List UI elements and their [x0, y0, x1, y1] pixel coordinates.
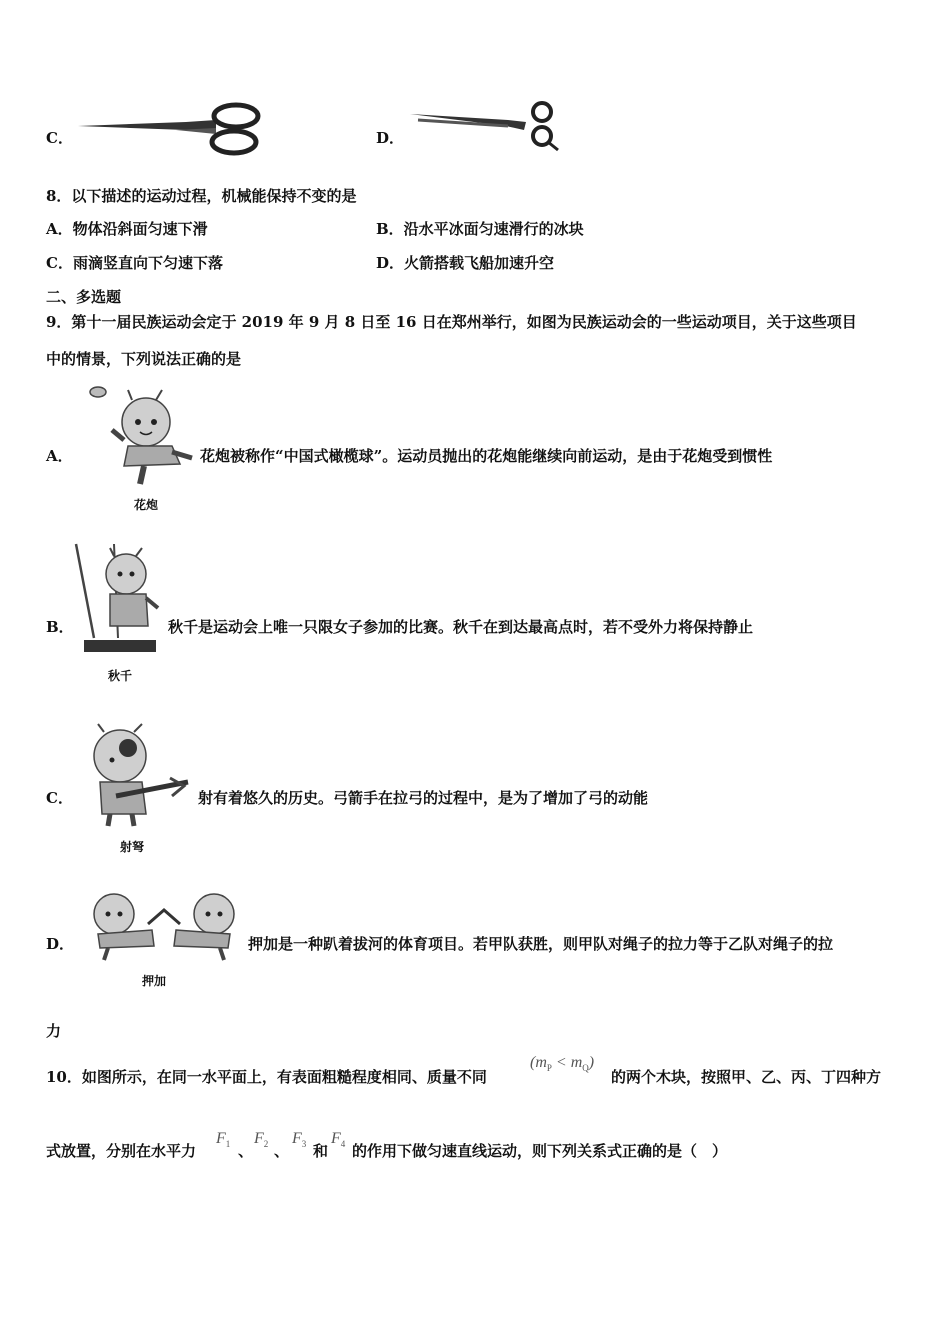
option-d-label: D．	[376, 129, 405, 147]
force-f3-sub: 3	[301, 1139, 307, 1150]
force-f4-sub: 4	[340, 1139, 346, 1150]
sep-1: 、	[238, 1142, 254, 1160]
q8-option-a: A．物体沿斜面匀速下滑	[46, 220, 208, 238]
force-f1: $F_1$	[216, 1130, 231, 1150]
q10-line1-pre: 10．如图所示，在同一水平面上，有表面粗糙程度相同、质量不同	[46, 1068, 487, 1086]
q9-option-b-caption: 秋千	[108, 669, 133, 683]
mass-q-sub: Q	[582, 1063, 589, 1074]
yajia-figure-image	[88, 890, 240, 968]
q10-line2-post: 的作用下做匀速直线运动，则下列关系式正确的是（ ）	[352, 1142, 728, 1160]
q9-option-a-caption: 花炮	[134, 498, 159, 512]
q8-option-c: C．雨滴竖直向下匀速下落	[46, 254, 223, 272]
q9-option-c-text: 射有着悠久的历史。弓箭手在拉弓的过程中，是为了增加了弓的动能	[198, 789, 649, 807]
q9-stem-line1: 9．第十一届民族运动会定于 2019 年 9 月 8 日至 16 日在郑州举行，如图为民族运动会的一些运动项目，关于这些项目	[46, 313, 857, 331]
shenu-figure-image	[80, 722, 192, 830]
scissors-d-image	[408, 100, 568, 155]
force-f4: $F_4$	[331, 1130, 346, 1150]
q9-stem-line2: 中的情景，下列说法正确的是	[46, 350, 242, 368]
q9-option-c-label: C．	[46, 789, 73, 807]
option-c-label: C．	[46, 129, 73, 147]
q9-option-d-label: D．	[46, 935, 75, 953]
force-f1-sub: 1	[225, 1139, 231, 1150]
qiuqian-figure-image	[70, 542, 166, 662]
q8-stem: 8．以下描述的运动过程，机械能保持不变的是	[46, 187, 357, 205]
q8-option-b: B．沿水平冰面匀速滑行的冰块	[376, 220, 584, 238]
q10-line1-post: 的两个木块，按照甲、乙、丙、丁四种方	[611, 1068, 882, 1086]
mass-p-sub: P	[546, 1063, 552, 1074]
q8-option-d: D．火箭搭载飞船加速升空	[376, 254, 555, 272]
and-word: 和	[313, 1142, 329, 1160]
paren-close: )	[588, 1054, 595, 1071]
mass-q-symbol: m	[570, 1054, 583, 1071]
q9-option-a-label: A．	[46, 447, 73, 465]
q9-option-b-label: B．	[46, 618, 74, 636]
section-title: 二、多选题	[46, 288, 122, 306]
q9-option-d-text: 押加是一种趴着拔河的体育项目。若甲队获胜，则甲队对绳子的拉力等于乙队对绳子的拉	[248, 935, 834, 953]
huapao-figure-image	[84, 382, 204, 490]
q9-option-a-text: 花炮被称作“中国式橄榄球”。运动员抛出的花炮能继续向前运动，是由于花炮受到惯性	[200, 447, 773, 465]
scissors-c-image	[76, 100, 266, 160]
q9-option-b-text: 秋千是运动会上唯一只限女子参加的比赛。秋千在到达最高点时，若不受外力将保持静止	[168, 618, 754, 636]
sep-2: 、	[274, 1142, 290, 1160]
less-than: <	[551, 1054, 571, 1071]
force-f3: $F_3$	[292, 1130, 307, 1150]
force-f2: $F_2$	[254, 1130, 269, 1150]
paren-open: (	[530, 1054, 536, 1071]
force-f2-sub: 2	[263, 1139, 269, 1150]
q10-line2-pre: 式放置，分别在水平力	[46, 1142, 197, 1160]
q10-mass-relation	[530, 1054, 594, 1073]
mass-p-symbol: m	[535, 1054, 547, 1071]
q9-option-d-caption: 押加	[142, 974, 167, 988]
q9-option-c-caption: 射弩	[120, 840, 145, 854]
q9-option-d-text-cont: 力	[46, 1022, 62, 1040]
